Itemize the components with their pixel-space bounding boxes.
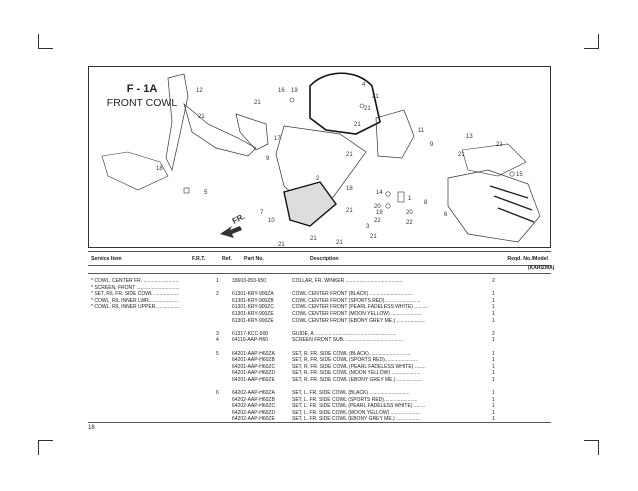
callout: 19 xyxy=(291,88,298,94)
callout: 21 xyxy=(370,234,377,240)
ref-number: 5 xyxy=(216,350,219,357)
description: SET, L. FR. SIDE COWL (PEARL FADELESS WHITE) ........ xyxy=(292,403,425,410)
part-number: 64202-AAP-H60ZE xyxy=(232,416,275,423)
ref-number: 6 xyxy=(216,390,219,397)
callout: 21 xyxy=(254,100,261,106)
callout: 1 xyxy=(408,196,412,202)
part-number: 61301-KRY-900ZE xyxy=(232,317,274,324)
crop-mark-bottom-right xyxy=(584,440,599,455)
header-service-item: Service Item xyxy=(88,252,189,266)
service-item: * COWL, R/L INNER UPPER.................. xyxy=(91,304,181,311)
inner-cowl-right-upper xyxy=(376,110,414,158)
description: COWL CENTER FRONT (SPORTS RED).......................... xyxy=(292,297,421,304)
quantity: 1 xyxy=(492,357,495,364)
front-direction-arrow xyxy=(220,226,242,238)
description: COLLAR, FR. WINKER ......................................... xyxy=(292,278,403,284)
parts-table-body xyxy=(88,274,551,423)
description: SET, L. FR. SIDE COWL (MOON YELLOW) ..................... xyxy=(292,409,420,416)
header-part-no: Part No. xyxy=(241,252,307,266)
description: COWL CENTER FRONT (MOON YELLOW) ...................... xyxy=(292,310,422,317)
quantity: 1 xyxy=(492,337,495,344)
callout: 22 xyxy=(374,218,381,224)
callout: 10 xyxy=(268,218,275,224)
part-number: 61317-KCC-900 xyxy=(232,330,269,337)
windscreen-outline xyxy=(310,73,380,134)
part-number: 61301-KRY-900ZA xyxy=(232,291,274,298)
quantity: 2 xyxy=(492,330,495,337)
inner-cowl-left-lower xyxy=(184,104,256,156)
quantity: 2 xyxy=(492,278,495,284)
callout: 4 xyxy=(362,82,366,88)
callout: 18 xyxy=(156,166,163,172)
description: COWL CENTER FRONT (BLACK) ............................... xyxy=(292,291,413,298)
callout: 21 xyxy=(496,142,503,148)
callout: 17 xyxy=(274,136,281,142)
header-ref: Ref. xyxy=(219,252,241,266)
screen-front-sub xyxy=(284,182,336,226)
part-number: 64202-AAP-H60ZD xyxy=(232,409,276,416)
ref-number: 3 xyxy=(216,330,219,337)
callout: 18 xyxy=(346,186,353,192)
ref-number: 4 xyxy=(216,337,219,344)
crop-mark-bottom-left xyxy=(38,440,53,455)
model-label: (KARIZMA) xyxy=(528,265,555,271)
callout: 21 xyxy=(310,236,317,242)
callout: 6 xyxy=(444,212,448,218)
quantity: 1 xyxy=(492,376,495,383)
callout: 21 xyxy=(354,122,361,128)
ref-number: 1 xyxy=(216,278,219,284)
fastener xyxy=(290,98,294,102)
header-frt: F.R.T. xyxy=(189,252,219,266)
description: SET, R. FR. SIDE COWL (SPORTS RED)........................ xyxy=(292,357,419,364)
header-reqd: Reqd. No./Model xyxy=(463,252,551,266)
quantity: 1 xyxy=(492,291,495,298)
callout: 16 xyxy=(278,88,285,94)
callout: 21 xyxy=(346,152,353,158)
quantity: 1 xyxy=(492,390,495,397)
service-item: * COWL, CENTER FR. ......................... xyxy=(91,278,179,284)
service-items-column xyxy=(91,278,180,311)
description: SET, L. FR. SIDE COWL (BLACK) ............................. xyxy=(292,390,410,397)
side-cowl-right xyxy=(448,170,540,242)
part-number: 64201-AAP-H60ZB xyxy=(232,357,275,364)
part-number-column xyxy=(232,278,275,423)
description: COWL CENTER FRONT (PEARL FADELESS WHITE) .......... xyxy=(292,304,429,311)
callout: 3 xyxy=(366,224,370,230)
side-cowl-right-stripes xyxy=(490,186,534,222)
part-number: 64201-AAP-H60ZD xyxy=(232,370,276,377)
quantity: 1 xyxy=(492,310,495,317)
header-description: Description xyxy=(307,252,463,266)
crop-mark-top-left xyxy=(38,34,53,49)
part-number: 64202-AAP-H60ZC xyxy=(232,403,276,410)
callout: 9 xyxy=(266,156,270,162)
callout: 19 xyxy=(376,210,383,216)
service-item: * SCREEN, FRONT ............................... xyxy=(91,284,180,291)
quantity: 1 xyxy=(492,304,495,311)
part-number: 61301-KRY-900ZC xyxy=(232,304,274,311)
callout: 22 xyxy=(406,220,413,226)
callout: 9 xyxy=(430,142,434,148)
inner-cowl-right xyxy=(236,114,268,150)
callout-numbers xyxy=(156,82,523,248)
callout: 7 xyxy=(260,210,264,216)
description: SET, R. FR. SIDE COWL (BLACK) ............................. xyxy=(292,350,411,357)
quantity: 1 xyxy=(492,403,495,410)
quantity: 1 xyxy=(492,409,495,416)
part-number: 64201-AAP-H60ZC xyxy=(232,363,276,370)
page-number: 18 xyxy=(88,425,95,431)
part-number: 64201-AAP-H60ZE xyxy=(232,376,275,383)
description: GUIDE, A .......................................................... xyxy=(292,330,396,337)
front-direction-label: FR. xyxy=(230,211,247,226)
callout: 20 xyxy=(406,210,413,216)
callout: 20 xyxy=(374,204,381,210)
callout: 21 xyxy=(458,152,465,158)
callout: 8 xyxy=(424,200,428,206)
callout: 14 xyxy=(376,190,383,196)
callout: 21 xyxy=(278,242,285,248)
callout: 21 xyxy=(198,114,205,120)
part-number: 64201-AAP-H60ZA xyxy=(232,350,275,357)
description: SCREEN FRONT SUB. .......................................... xyxy=(292,337,405,344)
description: SET, L. FR. SIDE COWL (SPORTS RED)........................ xyxy=(292,396,418,403)
callout: 21 xyxy=(346,208,353,214)
quantity: 1 xyxy=(492,297,495,304)
model-row xyxy=(88,263,555,274)
description: SET, L. FR. SIDE COWL (EBONY GREY ME.) .................. xyxy=(292,416,422,423)
service-item: * COWL, R/L INNER LWR..................... xyxy=(91,297,178,304)
callout: 5 xyxy=(204,190,208,196)
fastener xyxy=(184,188,189,193)
fastener xyxy=(386,204,390,208)
description-column xyxy=(292,278,428,423)
quantity: 1 xyxy=(492,363,495,370)
part-number: 61301-KRY-900ZE xyxy=(232,310,274,317)
callout: 11 xyxy=(418,128,425,134)
service-item: * SET, R/L FR. SIDE COWL .................. xyxy=(91,291,179,298)
fastener xyxy=(398,192,404,202)
figure-id: F - 1A xyxy=(126,83,158,95)
callout: 15 xyxy=(516,172,523,178)
quantity: 1 xyxy=(492,396,495,403)
part-number: 64202-AAP-H60ZB xyxy=(232,396,275,403)
quantity: 1 xyxy=(492,416,495,423)
quantity: 1 xyxy=(492,370,495,377)
callout: 21 xyxy=(336,240,343,246)
description: SET, R. FR. SIDE COWL (PEARL FADELESS WHITE) ........ xyxy=(292,363,426,370)
ref-number: 2 xyxy=(216,291,219,298)
figure-name: FRONT COWL xyxy=(106,97,178,109)
fastener xyxy=(510,172,514,176)
description: SET, R. FR. SIDE COWL (MOON YELLOW) ..................... xyxy=(292,370,421,377)
description: COWL CENTER FRONT (EBONY GREY ME.) ..................... xyxy=(292,317,426,324)
crop-mark-top-right xyxy=(584,34,599,49)
ref-column xyxy=(216,278,219,397)
callout: 2 xyxy=(316,176,320,182)
callout: 21 xyxy=(372,94,379,100)
callout: 12 xyxy=(196,88,203,94)
callout: 13 xyxy=(466,134,473,140)
quantity: 1 xyxy=(492,317,495,324)
callout: 21 xyxy=(364,106,371,112)
quantity: 1 xyxy=(492,350,495,357)
quantity-column xyxy=(492,278,495,423)
part-number: 33603-053-650 xyxy=(232,278,266,284)
description: SET, R. FR. SIDE COWL (EBONY GREY ME.) .................. xyxy=(292,376,422,383)
fastener xyxy=(386,192,390,196)
part-number: 64202-AAP-H60ZA xyxy=(232,390,275,397)
part-number: 61301-KRY-900ZB xyxy=(232,297,274,304)
part-number: 64110-AAP-H60 xyxy=(232,337,269,344)
